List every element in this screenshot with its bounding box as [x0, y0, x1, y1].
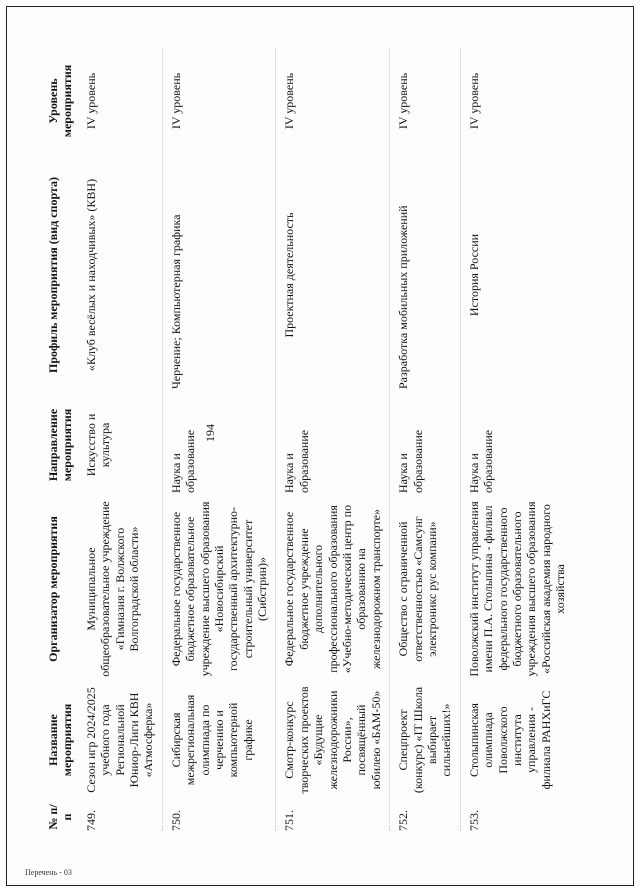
header-profile: Профиль мероприятия (вид спорта)	[46, 176, 60, 374]
row-separator	[159, 45, 166, 835]
event-organizer: Общество с ограниченной ответственностью «Самсунг электроникс рус компани»	[396, 516, 439, 662]
header-name: Название мероприятия	[46, 703, 75, 777]
event-name: Смотр-конкурс творческих проектов «Будущие железнодорожники России», посвящённый юбилею «БАМ-50»	[282, 686, 383, 794]
row-num: 749.	[83, 810, 98, 831]
row-separator	[457, 45, 464, 835]
table-row	[166, 45, 273, 835]
table-row	[81, 45, 159, 835]
row-num: 753.	[466, 810, 481, 831]
row-num: 750.	[168, 810, 183, 831]
event-profile: «Клуб весёлых и находчивых» (КВН)	[83, 178, 98, 372]
event-level: IV уровень	[466, 72, 481, 130]
event-profile: Черчение; Компьютерная графика	[168, 214, 183, 389]
event-profile: Проектная деятельность	[282, 212, 297, 338]
header-organizer: Организатор мероприятия	[46, 516, 60, 662]
table-row	[393, 45, 457, 835]
row-separator	[272, 45, 279, 835]
table-row	[464, 45, 571, 835]
row-separator	[386, 45, 393, 835]
event-direction: Наука и образование	[396, 429, 425, 493]
events-table	[43, 45, 571, 835]
event-level: IV уровень	[168, 72, 183, 130]
row-num: 751.	[282, 810, 297, 831]
event-direction: Наука и образование	[466, 429, 496, 493]
event-organizer: Федеральное государственное бюджетное учреждение дополнительного профессионального образования «Учебно-методический центр по образованию на железнодорожном транспорте»	[282, 504, 383, 674]
event-direction: Наука и образование	[282, 429, 311, 493]
event-direction: Наука и образование	[168, 429, 198, 493]
rotated-page-content	[7, 7, 635, 887]
event-name: Сезон игр 2024/2025 учебного года Региональной Юниор-Лиги КВН «Атмосферка»	[83, 687, 156, 793]
event-organizer: Поволжский институт управления имени П.А. Столыпина - филиал федерального государственного бюджетного образовательного учреждения высшего образования «Российская академия народного хозяйства	[466, 501, 568, 677]
table-row	[279, 45, 386, 835]
header-num: № п/п	[46, 804, 75, 830]
event-organizer: Муниципальное общеобразовательное учреждение «Гимназия г. Волжского Волгоградской области»	[83, 501, 141, 677]
event-name: Сибирская межрегиональная олимпиада по черчению и компьютерной графике	[168, 694, 255, 786]
event-profile: Разработка мобильных приложений	[396, 205, 411, 389]
header-direction: Направление мероприятия	[46, 408, 75, 482]
scanned-page	[6, 6, 634, 886]
event-organizer: Федеральное государственное бюджетное образовательное учреждение высшего образования «Новосибирский государственный архитектурно-строительный университет (Сибстрин)»	[168, 501, 270, 677]
header-level: Уровень мероприятия	[46, 64, 75, 138]
event-level: IV уровень	[83, 72, 98, 130]
event-level: IV уровень	[396, 72, 411, 130]
event-name: Спецпроект (конкурс) «IT Школа выбирает сильнейших!»	[396, 686, 454, 794]
page-footer-code: Перечень - 03	[25, 868, 72, 877]
page-number: 194	[203, 424, 217, 442]
table-header-row	[43, 45, 81, 835]
event-direction: Искусство и культура	[83, 413, 113, 477]
event-level: IV уровень	[282, 72, 297, 130]
row-num: 752.	[396, 810, 411, 831]
event-profile: История России	[466, 233, 481, 317]
event-name: Столыпинская олимпиада Поволжского института управления - филиала РАНХиГС	[466, 690, 553, 790]
